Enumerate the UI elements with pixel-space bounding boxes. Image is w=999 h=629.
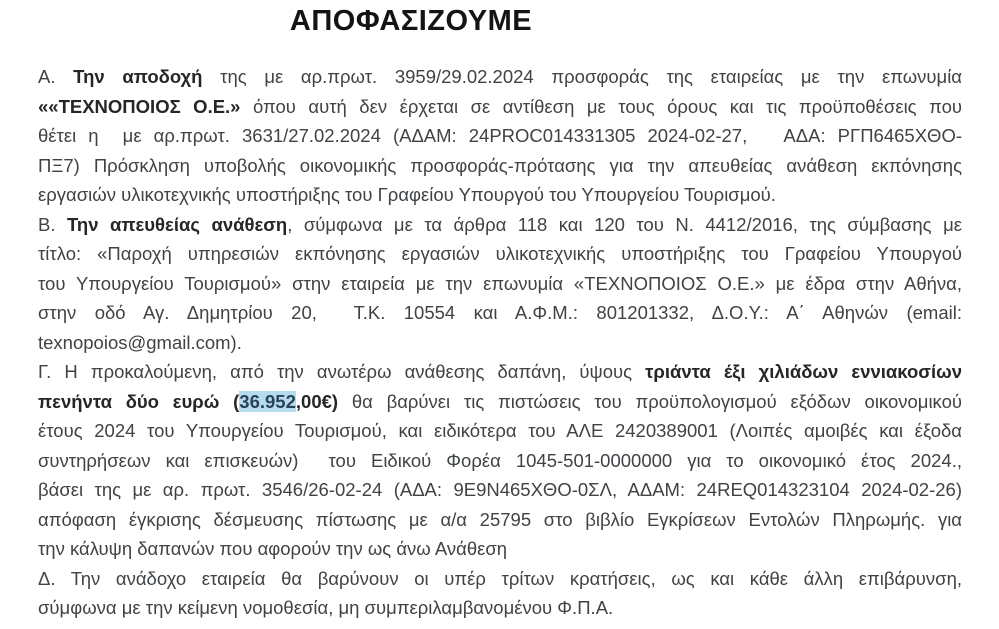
text-line-9 xyxy=(38,298,962,328)
text-line-3 xyxy=(38,121,962,151)
text-line-10 xyxy=(38,328,962,358)
text-line-11 xyxy=(38,357,962,387)
text-segment: εργασιών υλικοτεχνικής υποστήριξης του Γραφείου Υπουργού του Υπουργείου Τουρισμού. xyxy=(38,184,776,205)
text-line-6 xyxy=(38,210,962,240)
text-segment: της με αρ.πρωτ. 3959/29.02.2024 προσφοράς της εταιρείας με την επωνυμία xyxy=(202,66,963,87)
text-segment: έτους 2024 του Υπουργείου Τουρισμού, και ειδικότερα του ΑΛΕ 2420389001 (Λοιπές αμοιβές και έξοδα xyxy=(38,420,962,441)
text-line-2 xyxy=(38,92,962,122)
text-line-19 xyxy=(38,593,962,623)
text-segment: όπου αυτή δεν έρχεται σε αντίθεση με τους όρους και τις προϋποθέσεις που xyxy=(240,95,962,117)
text-line-12 xyxy=(38,387,962,417)
bold-text-segment: Την απευθείας ανάθεση xyxy=(66,213,288,235)
text-segment: θέτει η με αρ.πρωτ. 3631/27.02.2024 (ΑΔΑΜ: 24PROC014331305 2024-02-27, ΑΔΑ: ΡΓΠ6465ΧΘΟ- xyxy=(38,125,962,146)
text-line-5 xyxy=(38,180,962,210)
text-segment: την κάλυψη δαπανών που αφορούν την ως άνω Ανάθεση xyxy=(38,538,508,559)
text-segment: συντηρήσεων και επισκευών) του Ειδικού Φορέα 1045-501-0000000 για το οικονομικό έτος 2024., xyxy=(38,449,962,471)
bold-text-segment: ,00€) xyxy=(295,390,339,412)
text-segment: σύμφωνα με την κείμενη νομοθεσία, μη συμπεριλαμβανομένου Φ.Π.Α. xyxy=(38,597,614,618)
text-line-13 xyxy=(38,416,962,446)
text-segment: Α. xyxy=(38,66,74,87)
text-segment: Β. xyxy=(38,213,67,235)
bold-text-segment: πενήντα δύο ευρώ ( xyxy=(38,390,240,412)
text-segment: του Υπουργείου Τουρισμού» στην εταιρεία με την επωνυμία «ΤΕΧΝΟΠΟΙΟΣ Ο.Ε.» με έδρα στην Αθήνα, xyxy=(38,272,962,294)
text-segment: ΠΞ7) Πρόσκληση υποβολής οικονομικής προσφοράς-πρότασης για την απευθείας ανάθεση εκπόνησης xyxy=(38,154,962,176)
text-line-4 xyxy=(38,151,962,181)
text-segment: απόφαση έγκρισης δέσμευσης πίστωσης με α/α 25795 στο βιβλίο Εγκρίσεων Εντολών Πληρωμής. για xyxy=(38,508,962,530)
document-body xyxy=(38,62,962,623)
text-segment: texnopoios@gmail.com). xyxy=(38,331,242,353)
bold-text-segment: τριάντα έξι χιλιάδων εννιακοσίων xyxy=(645,361,962,382)
text-line-8 xyxy=(38,269,962,299)
bold-text-segment: Την αποδοχή xyxy=(73,66,203,87)
text-line-18 xyxy=(38,564,962,594)
text-segment: , σύμφωνα με τα άρθρα 118 και 120 του Ν. 4412/2016, της σύμβασης με xyxy=(287,213,962,235)
text-line-7 xyxy=(38,239,962,269)
text-segment: Γ. Η προκαλούμενη, από την ανωτέρω ανάθεσης δαπάνη, ύψους xyxy=(38,361,646,382)
text-line-1 xyxy=(38,62,962,92)
highlighted-amount: 36.952 xyxy=(239,390,296,412)
text-segment: βάσει της με αρ. πρωτ. 3546/26-02-24 (ΑΔΑ: 9Ε9Ν465ΧΘΟ-0ΣΛ, ΑΔΑΜ: 24REQ014323104 2024-02-26) xyxy=(38,479,962,500)
text-segment: θα βαρύνει τις πιστώσεις του προϋπολογισμού εξόδων οικονομικού xyxy=(338,390,962,412)
text-segment: Δ. Την ανάδοχο εταιρεία θα βαρύνουν οι υπέρ τρίτων κρατήσεις, ως και κάθε άλλη επιβάρυνση, xyxy=(38,567,962,589)
text-segment: στην οδό Αγ. Δημητρίου 20, Τ.Κ. 10554 και Α.Φ.Μ.: 801201332, Δ.Ο.Υ.: Α΄ Αθηνών (email: xyxy=(38,302,962,323)
text-line-15 xyxy=(38,475,962,505)
bold-text-segment: ««ΤΕΧΝΟΠΟΙΟΣ Ο.Ε.» xyxy=(38,95,241,117)
text-line-16 xyxy=(38,505,962,535)
text-line-14 xyxy=(38,446,962,476)
text-segment: τίτλο: «Παροχή υπηρεσιών εκπόνησης εργασιών υλικοτεχνικής υποστήριξης του Γραφείου Υπουργού xyxy=(38,243,962,264)
document-title: ΑΠΟΦΑΣΙΖΟΥΜΕ xyxy=(289,5,533,37)
text-line-17 xyxy=(38,534,962,564)
